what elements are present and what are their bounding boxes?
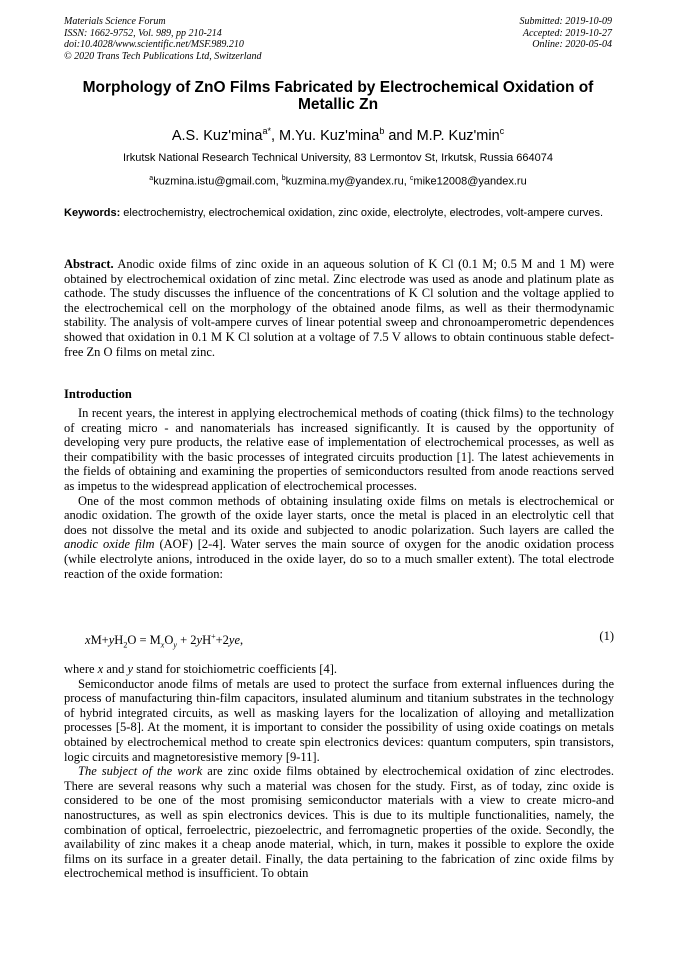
doi-line: doi:10.4028/www.scientific.net/MSF.989.210 — [64, 39, 244, 50]
affiliation: Irkutsk National Research Technical University, 83 Lermontov St, Irkutsk, Russia 664074 — [122, 152, 553, 164]
paragraph: Semiconductor anode films of metals are used to protect the surface from external influences during the process of manufacturing thin-film capacitors, insulated aluminum and titanium substrates in the technology of hybrid integrated circuits, as well as masking layers for the localization of alloying and metallization processes [5-8]. At the moment, it is important to consider the possibility of using oxide coatings on metals obtained by electrochemical method to create spin electronics devices: quantum computers, spin transistors, logic circuits and magnetoresistive memory [9-11]. — [64, 676, 614, 764]
issn-line: ISSN: 1662-9752, Vol. 989, pp 210-214 — [64, 27, 222, 39]
online-date: Online: 2020-05-04 — [532, 39, 612, 50]
author-affil-mark: a* — [262, 126, 271, 136]
equation — [85, 629, 614, 653]
author-name: M.Yu. Kuz'mina — [279, 127, 380, 144]
equation-formula: $xM+yH_2O = M_xO_y + 2yH^++2ye$, — [85, 632, 244, 650]
author-emails: $^a$kuzmina.istu@gmail.com, $^b$kuzmina.my@yandex.ru, $^c$mike12008@yandex.ru — [149, 175, 527, 188]
paragraph: The subject of the work are zinc oxide films obtained by electrochemical oxidation of zinc electrodes. There are several reasons why such a material was chosen for the study. First, as of today, zinc oxide is considered to be one of the most promising semiconductor materials with a view to create micro-and nanostructures, as well as spin electronics devices. This is due to its multiple functionalities, namely, the combination of optical, ferroelectric, piezoelectric, and ferromagnetic properties of the oxide. Secondly, the availability of zinc makes it a cheap anode material, which, in turn, makes it possible to explore the oxide films on its surface in a greater detail. Finally, the data pertaining to the fabrication of zinc oxide films by electrochemical method is insufficient. To obtain — [64, 764, 614, 881]
paper-title: Morphology of ZnO Films Fabricated by Electrochemical Oxidation of Metallic Zn — [82, 79, 594, 113]
author-affil-mark: c — [499, 126, 505, 136]
copyright-line: © 2020 Trans Tech Publications Ltd, Switzerland — [64, 50, 262, 62]
paragraph: where x and y stand for stoichiometric coefficients [4]. — [64, 662, 337, 676]
journal-header — [64, 16, 262, 62]
paragraph: One of the most common methods of obtaining insulating oxide films on metals is electrochemical or anodic oxidation. The growth of the oxide layer starts, once the metal is placed in an electrolytic cell that does not dissolve the metal and its oxide and subjected to anodic polarization. Such layers are called the anodic oxide film (AOF) [2-4]. Water serves the main source of oxygen for the anodic oxidation process (while electrolyte anions, introduced in the oxide layer, do so to a much smaller extent). The total electrode reaction of the oxide formation: — [64, 493, 614, 581]
email-link[interactable]: mike12008@yandex.ru — [413, 175, 527, 188]
introduction-body — [64, 406, 614, 581]
section-heading: Introduction — [64, 387, 132, 401]
emphasis: anodic oxide film — [64, 537, 155, 552]
abstract-text: Anodic oxide films of zinc oxide in an aqueous solution of K Cl (0.1 M; 0.5 M and 1 M) were obtained by electrochemical oxidation of zinc metal. Zinc electrode was used as anode and platinum plate as cathode. The study discusses the influence of the concentrations of K Cl solution and the voltage applied to the electrochemical cell on the morphology of the obtained anode films, as well as their thermodynamic stability. The analysis of volt-ampere curves of linear potential sweep and chronoamperometric dependences showed that oxidation in 0.1 M K Cl solution at a voltage of 7.5 V allows to obtain continuous stable defect-free Zn O films on metal zinc. — [64, 257, 614, 359]
journal-name: Materials Science Forum — [64, 16, 166, 27]
author-list: A.S. Kuz'mina$^{a*}$, M.Yu. Kuz'mina$^b$ and M.P. $Kuz'\min^c$ — [171, 126, 505, 144]
dates-header — [520, 16, 613, 51]
emphasis: The subject of the work — [78, 764, 203, 779]
author-name: M.P. Kuz'min — [416, 127, 500, 144]
submitted-date: Submitted: 2019-10-09 — [519, 16, 612, 27]
abstract-label: Abstract. — [64, 257, 114, 271]
email-link[interactable]: kuzmina.my@yandex.ru, — [285, 175, 410, 188]
abstract — [64, 257, 614, 359]
email-link[interactable]: kuzmina.istu@gmail.com, — [153, 175, 282, 188]
author-name: A.S. Kuz'mina — [171, 127, 263, 144]
equation-number: (1) — [599, 629, 614, 643]
accepted-date: Accepted: 2019-10-27 — [522, 27, 612, 39]
keywords-text: electrochemistry, electrochemical oxidation, zinc oxide, electrolyte, electrodes, volt-ampere curves. — [120, 207, 604, 219]
body-continued — [64, 662, 614, 881]
author-affil-mark: b — [379, 126, 385, 136]
paragraph: In recent years, the interest in applying electrochemical methods of coating (thick films) to the technology of creating micro - and nanomaterials has increased significantly. It is caused by the opportunity of developing very pure products, the relative ease of implementation of electrochemical processes, as well as their compatibility with the basic processes of integrated circuits production [1]. The latest achievements in the fields of obtaining and examining the properties of semiconductors resulted from anode reactions served as impetus to the widespread application of electrochemical processes. — [64, 406, 614, 493]
keywords-label: Keywords: — [64, 207, 121, 219]
keywords — [64, 206, 614, 220]
